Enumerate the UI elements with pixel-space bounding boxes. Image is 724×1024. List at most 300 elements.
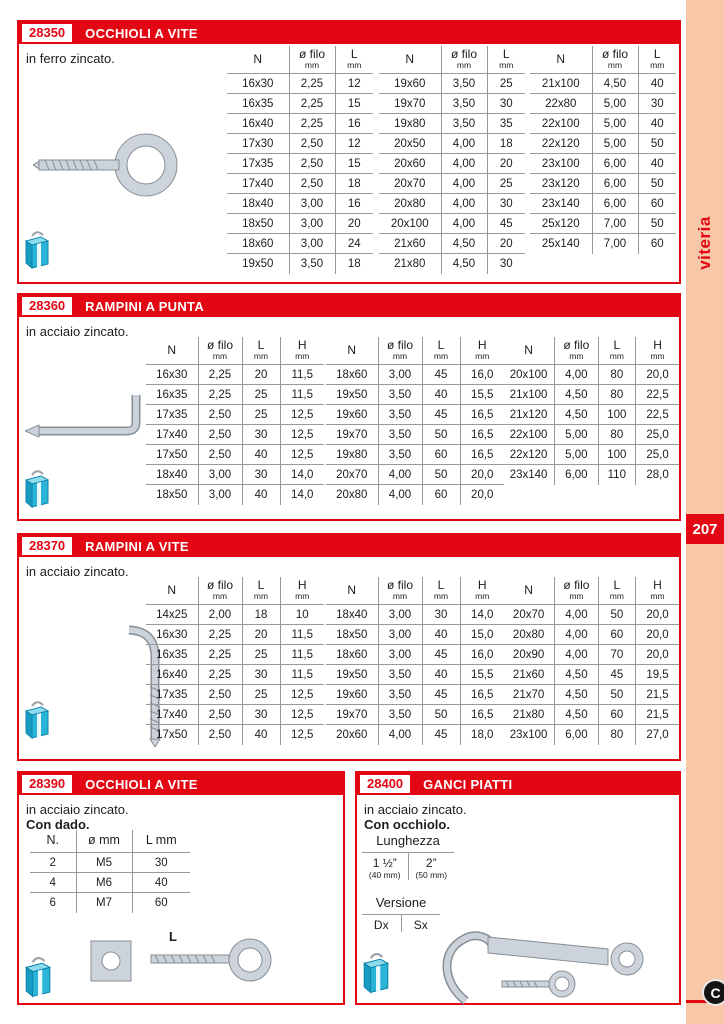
table-cell: 60 [598,705,635,725]
table-cell: 17x50 [146,725,198,745]
section-title: RAMPINI A VITE [85,538,189,554]
table-cell: 20x70 [379,174,441,194]
column-header: ø filo mm [441,46,487,74]
table-row [503,665,679,685]
table-cell: 3,50 [441,94,487,114]
table-cell: 20x60 [326,725,378,745]
table-cell: 12 [335,134,373,154]
table-cell: 20,0 [460,465,504,485]
product-code: 28400 [360,775,410,793]
table-cell: 16,5 [460,705,504,725]
table-cell: 16x35 [146,645,198,665]
table-row [503,425,679,445]
spec-table [326,577,504,745]
table-cell: 4,00 [555,625,598,645]
spec-table-group [146,577,324,745]
package-icon [23,228,51,270]
section-header [19,535,679,557]
table-cell: 40 [638,74,676,94]
package-icon [23,953,53,999]
table-cell: 18 [242,605,280,625]
table-row [326,485,504,505]
table-row [503,625,679,645]
product-image-eyebolt-and-nut [83,925,283,995]
table-cell: 12 [335,74,373,94]
table-cell: 2,50 [198,445,242,465]
table-cell: 19x50 [326,385,378,405]
table-cell: 19x70 [379,94,441,114]
spec-table-group [326,577,504,745]
table-cell: 18 [335,254,373,274]
section-title: GANCI PIATTI [423,776,513,792]
table-cell: 2,25 [198,365,242,385]
table-row [30,893,190,913]
table-cell: 4,00 [378,485,422,505]
column-header: N [503,577,555,605]
table-cell: 30 [487,254,525,274]
table-cell: 70 [598,645,635,665]
table-cell: 3,00 [378,365,422,385]
table-cell: 18x50 [146,485,198,505]
table-row [326,705,504,725]
table-cell: 6,00 [555,725,598,745]
table-cell: 18 [487,134,525,154]
section-rampini-a-vite-28370 [17,533,681,761]
table-row [30,873,190,893]
table-row [227,154,373,174]
section-occhioli-a-vite-28350 [17,20,681,284]
table-row [146,465,324,485]
table-cell: 22,5 [636,405,679,425]
table-cell: 50 [638,134,676,154]
table-cell: 2,25 [198,625,242,645]
table-cell: 5,00 [555,425,598,445]
product-code: 28360 [22,297,72,315]
table-cell: 20 [242,625,280,645]
table-cell: 3,50 [289,254,335,274]
spec-table-group [30,830,190,913]
product-image-flat-hook [430,913,660,1008]
table-cell: 20x80 [326,485,378,505]
table-cell: 4,00 [555,645,598,665]
table-cell: 4,50 [592,74,638,94]
table-row [227,214,373,234]
table-cell: 21x70 [503,685,555,705]
table-cell: 23x120 [530,174,592,194]
spec-table [379,46,525,274]
table-cell: 30 [422,605,460,625]
table-cell: 14,0 [460,605,504,625]
column-header: N [530,46,592,74]
table-cell: 19x70 [326,705,378,725]
column-header: N [326,337,378,365]
category-label: viteria [695,216,714,270]
table-cell: 20x70 [326,465,378,485]
table-cell: 20x80 [503,625,555,645]
spec-table-group [326,337,504,505]
table-cell: 21x120 [503,405,555,425]
table-cell: 15,0 [460,625,504,645]
section-rampini-a-punta-28360 [17,293,681,521]
table-cell: 25 [487,74,525,94]
table-row [326,465,504,485]
table-cell: 50 [422,465,460,485]
table-header-row [326,337,504,365]
table-cell: 4 [30,873,76,893]
table-row [379,254,525,274]
table-cell: 21x60 [503,665,555,685]
table-cell: 4,50 [555,685,598,705]
table-cell: 3,50 [441,114,487,134]
table-row [530,74,676,94]
table-cell: 3,50 [378,445,422,465]
table-row [326,725,504,745]
package-icon [23,698,51,740]
table-row [530,154,676,174]
table-cell: 19x80 [326,445,378,465]
table-cell: 16,5 [460,685,504,705]
column-header: L mm [638,46,676,74]
table-row [146,705,324,725]
column-header: N [326,577,378,605]
table-cell: 3,50 [378,705,422,725]
column-header: L mm [132,830,190,853]
product-image-screw-eye [33,122,183,207]
table-cell: 45 [487,214,525,234]
table-cell: 4,00 [441,154,487,174]
table-cell: 16,5 [460,445,504,465]
table-cell: 30 [132,853,190,873]
table-cell: 17x35 [146,405,198,425]
table-cell: 20 [487,154,525,174]
table-cell: M5 [76,853,132,873]
table-cell: 18x40 [227,194,289,214]
table-cell: 3,50 [378,665,422,685]
product-code: 28390 [22,775,72,793]
table-cell: 2,50 [198,705,242,725]
table-cell: 18x40 [146,465,198,485]
table-cell: 80 [598,425,636,445]
column-header: ø filo mm [198,577,242,605]
table-cell: 21x80 [379,254,441,274]
table-cell: 21x80 [503,705,555,725]
column-header: L mm [335,46,373,74]
table-cell: 14,0 [280,465,324,485]
spec-table-group [146,337,324,505]
column-header: H mm [460,577,504,605]
table-cell: 21,5 [636,705,679,725]
table-cell: 5,00 [555,445,598,465]
table-cell: 22x100 [530,114,592,134]
table-cell: 16x30 [146,625,198,645]
column-header: L mm [422,577,460,605]
material-note: in acciaio zincato. [26,802,129,817]
table-cell: 25,0 [636,425,679,445]
table-cell: M6 [76,873,132,893]
table-cell: 2,25 [198,645,242,665]
table-cell: 20x70 [512,608,545,621]
table-row [326,685,504,705]
column-header: N [146,577,198,605]
table-cell: 80 [598,365,636,385]
table-row [30,853,190,873]
column-header: L mm [242,577,280,605]
table-row [326,665,504,685]
table-cell: 20 [242,365,280,385]
table-cell: 80 [598,725,635,745]
table-row [146,385,324,405]
table-cell: 50 [422,425,460,445]
table-row [326,445,504,465]
table-cell: 20,0 [636,365,679,385]
table-cell: 19x60 [394,77,426,90]
table-cell: 2,00 [198,605,242,625]
column-header: ø filo mm [378,337,422,365]
table-row [379,214,525,234]
table-cell: 21,5 [636,685,679,705]
table-row [227,174,373,194]
table-row [326,385,504,405]
table-cell: 40 [242,725,280,745]
table-cell: 3,00 [198,465,242,485]
table-row [146,685,324,705]
table-cell: 25 [242,385,280,405]
table-cell: 23x100 [503,725,555,745]
package-icon [361,949,391,995]
table-row [227,254,373,274]
product-code: 28370 [22,537,72,555]
table-cell: 25 [242,685,280,705]
table-row [146,665,324,685]
section-header [19,22,679,44]
section-title: OCCHIOLI A VITE [85,776,198,792]
table-header-row [503,577,679,605]
table-cell: 45 [422,645,460,665]
table-cell: 60 [132,893,190,913]
table-cell: 30 [487,194,525,214]
table-cell: 25 [487,174,525,194]
table-row [227,74,373,94]
table-cell: 19x50 [227,254,289,274]
table-row [503,365,679,385]
category-sidebar [686,0,724,1024]
table-cell: 24 [335,234,373,254]
table-cell: 4,00 [441,174,487,194]
table-row [503,685,679,705]
section-header [357,773,679,795]
table-row [379,174,525,194]
table-cell: 2,50 [289,134,335,154]
table-cell: 20x90 [503,645,555,665]
table-cell: 4,00 [378,725,422,745]
table-cell: 20x100 [379,214,441,234]
table-row [227,114,373,134]
table-cell: 30 [242,425,280,445]
table-cell: 40 [422,385,460,405]
table-cell: 4,00 [441,194,487,214]
table-cell: 2,25 [198,385,242,405]
table-row [326,425,504,445]
table-cell: 7,00 [592,234,638,254]
table-cell: 60 [598,625,635,645]
table-cell: 18 [335,174,373,194]
table-cell: 4,00 [555,365,598,385]
table-cell: 19x70 [326,425,378,445]
table-cell: 4,00 [555,605,598,625]
column-header: ø mm [76,830,132,853]
table-row [503,725,679,745]
table-cell: 17x40 [146,425,198,445]
spec-table [503,577,679,745]
table-row [146,445,324,465]
table-cell: 2,50 [289,154,335,174]
table-row [530,194,676,214]
table-cell: 16 [335,194,373,214]
table-cell: 3,00 [289,234,335,254]
table-cell: 40 [242,485,280,505]
spec-table-group [530,46,676,254]
variant-note: Con occhiolo. [364,817,450,832]
table-row [530,174,676,194]
table-header-row [326,577,504,605]
material-note: in ferro zincato. [26,51,115,66]
table-header-row [379,46,525,74]
table-cell: 45 [422,365,460,385]
table-cell: 30 [638,94,676,114]
length-selector [362,833,454,880]
table-row [530,114,676,134]
table-row [146,485,324,505]
table-cell: 16x35 [227,94,289,114]
table-cell: 60 [422,445,460,465]
table-cell: 22x120 [530,134,592,154]
table-row [146,425,324,445]
table-cell: 80 [598,385,636,405]
column-header: L mm [598,577,635,605]
table-row [503,405,679,425]
table-cell: 2,50 [198,425,242,445]
table-cell: 4,00 [441,214,487,234]
table-row [326,365,504,385]
section-title: OCCHIOLI A VITE [85,25,198,41]
table-row [146,605,324,625]
column-header: H mm [636,337,679,365]
table-cell: 14x25 [156,608,188,621]
table-cell: 18x60 [336,368,368,381]
table-cell: 20x100 [509,368,548,381]
table-cell: 20x80 [379,194,441,214]
table-cell: 2,50 [198,405,242,425]
table-row [530,214,676,234]
column-header: L mm [242,337,280,365]
package-icon [23,467,51,509]
table-header-row [146,577,324,605]
table-cell: 12,5 [280,425,324,445]
table-cell: 18x50 [326,625,378,645]
variant-note: Con dado. [26,817,90,832]
table-cell: 5,00 [592,94,638,114]
table-row [503,465,679,485]
table-cell: 60 [638,194,676,214]
table-cell: 12,5 [280,705,324,725]
length-options [362,853,454,880]
table-cell: 30 [242,665,280,685]
table-cell: 3,00 [378,645,422,665]
column-header: ø filo mm [592,46,638,74]
table-cell: 20,0 [460,485,504,505]
spec-table-group [503,337,679,485]
table-cell: 4,50 [441,234,487,254]
column-header: L mm [422,337,460,365]
table-cell: 17x50 [146,445,198,465]
table-row [379,74,525,94]
table-cell: 6,00 [592,194,638,214]
table-cell: 20,0 [636,645,679,665]
table-cell: 50 [638,174,676,194]
table-cell: 3,00 [378,625,422,645]
table-row [503,605,679,625]
table-cell: 6,00 [555,465,598,485]
table-cell: 45 [422,725,460,745]
table-cell: 3,50 [378,385,422,405]
table-cell: 16,5 [460,405,504,425]
product-code: 28350 [22,24,72,42]
option-cell: Sx [401,915,441,932]
table-cell: 10 [280,605,324,625]
dimension-label: L [169,929,177,944]
table-row [326,645,504,665]
section-occhioli-a-vite-28390 [17,771,345,1005]
table-header-row [30,830,190,853]
table-cell: 60 [638,234,676,254]
table-cell: 6,00 [592,154,638,174]
table-cell: 20 [335,214,373,234]
table-cell: 40 [422,625,460,645]
table-cell: 25x140 [530,234,592,254]
column-header: L mm [598,337,636,365]
version-title: Versione [362,895,440,915]
table-header-row [503,337,679,365]
table-cell: 4,50 [441,254,487,274]
table-cell: 40 [638,154,676,174]
table-cell: 20,0 [636,605,679,625]
spec-table [227,46,373,274]
table-cell: 45 [598,665,635,685]
column-header: N [146,337,198,365]
table-cell: 21x100 [541,77,580,90]
table-cell: 17x40 [146,705,198,725]
table-cell: 19x80 [379,114,441,134]
spec-table [146,337,324,505]
table-cell: 22x100 [503,425,555,445]
table-row [503,645,679,665]
table-cell: 25x120 [530,214,592,234]
table-cell: 45 [422,405,460,425]
section-ganci-piatti-28400 [355,771,681,1005]
table-cell: 2,25 [198,665,242,685]
table-cell: 6,00 [592,174,638,194]
table-cell: 5,00 [592,134,638,154]
table-cell: 11,5 [280,365,324,385]
table-cell: 12,5 [280,685,324,705]
spec-table [146,577,324,745]
table-cell: 6 [30,893,76,913]
table-row [146,365,324,385]
table-cell: 18x50 [227,214,289,234]
table-cell: 3,00 [289,214,335,234]
table-row [379,194,525,214]
table-cell: 16,0 [460,365,504,385]
